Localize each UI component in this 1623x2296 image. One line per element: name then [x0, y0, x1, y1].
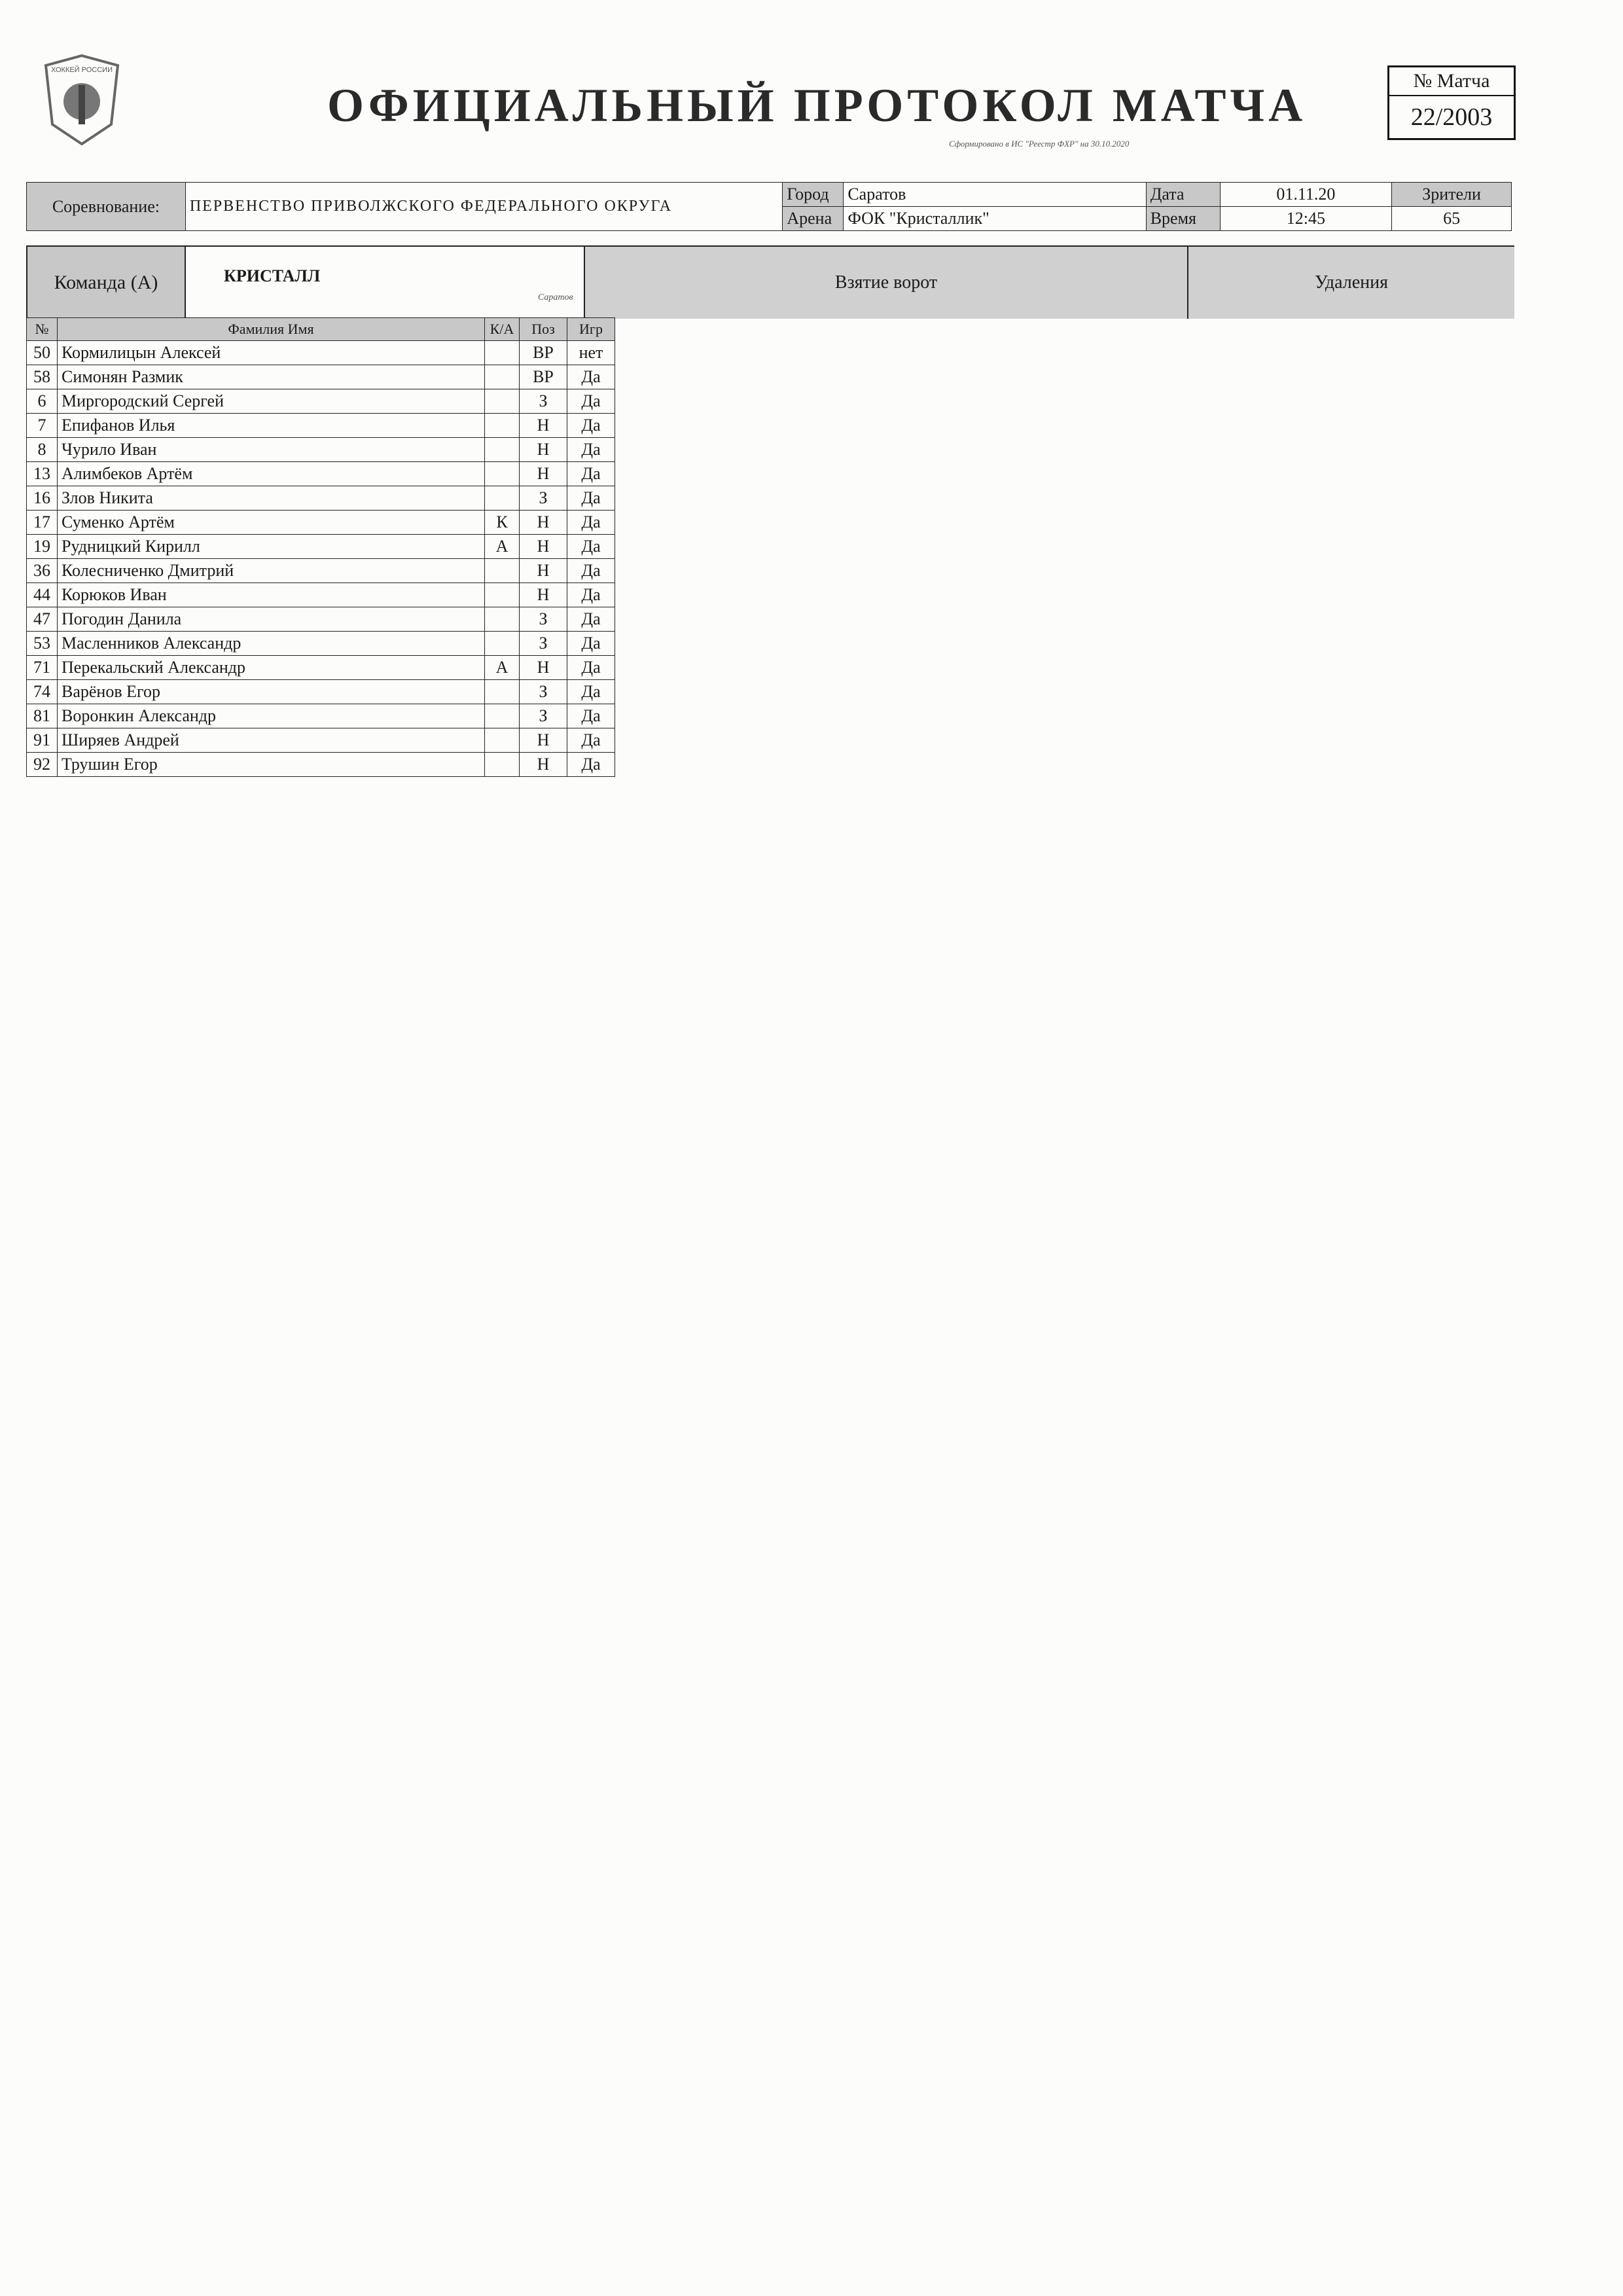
col-position: Поз [520, 318, 567, 341]
roster-row [27, 341, 615, 365]
player-position: З [520, 632, 567, 656]
player-played: Да [567, 462, 615, 486]
hockey-russia-emblem-icon [33, 46, 131, 151]
player-number: 44 [27, 583, 58, 607]
player-number: 6 [27, 389, 58, 414]
col-played: Игр [567, 318, 615, 341]
player-position: Н [520, 753, 567, 777]
spectators-value: 65 [1392, 207, 1512, 231]
col-ka: К/А [485, 318, 520, 341]
col-name: Фамилия Имя [58, 318, 485, 341]
player-role: К [485, 511, 520, 535]
player-played: Да [567, 389, 615, 414]
city-value: Саратов [844, 183, 1146, 207]
player-position: Н [520, 728, 567, 753]
player-position: З [520, 680, 567, 704]
player-played: Да [567, 486, 615, 511]
player-role [485, 728, 520, 753]
player-played: Да [567, 753, 615, 777]
player-number: 71 [27, 656, 58, 680]
player-role [485, 486, 520, 511]
player-number: 50 [27, 341, 58, 365]
roster-row [27, 511, 615, 535]
city-label: Город [783, 183, 844, 207]
player-number: 19 [27, 535, 58, 559]
player-role [485, 704, 520, 728]
player-played: Да [567, 632, 615, 656]
team-a-header [26, 245, 1514, 319]
match-number-label: № Матча [1389, 67, 1514, 96]
player-name: Симонян Размик [58, 365, 485, 389]
player-played: Да [567, 704, 615, 728]
player-role: А [485, 656, 520, 680]
player-role [485, 414, 520, 438]
player-role [485, 341, 520, 365]
player-name: Воронкин Александр [58, 704, 485, 728]
arena-label: Арена [783, 207, 844, 231]
player-played: Да [567, 680, 615, 704]
team-a-label: Команда (А) [27, 247, 186, 319]
player-name: Злов Никита [58, 486, 485, 511]
player-number: 17 [27, 511, 58, 535]
player-number: 74 [27, 680, 58, 704]
player-name: Ширяев Андрей [58, 728, 485, 753]
document-title: ОФИЦИАЛЬНЫЙ ПРОТОКОЛ МАТЧА [327, 79, 1307, 132]
player-played: Да [567, 365, 615, 389]
roster-row [27, 607, 615, 632]
roster-row [27, 753, 615, 777]
player-number: 47 [27, 607, 58, 632]
player-position: З [520, 486, 567, 511]
player-number: 53 [27, 632, 58, 656]
player-played: Да [567, 728, 615, 753]
date-value: 01.11.20 [1220, 183, 1392, 207]
player-name: Суменко Артём [58, 511, 485, 535]
player-role [485, 680, 520, 704]
player-played: Да [567, 438, 615, 462]
col-number: № [27, 318, 58, 341]
roster-row [27, 632, 615, 656]
player-position: ВР [520, 365, 567, 389]
player-position: Н [520, 462, 567, 486]
team-a-city: Саратов [538, 293, 573, 302]
player-name: Рудницкий Кирилл [58, 535, 485, 559]
player-position: Н [520, 656, 567, 680]
player-name: Епифанов Илья [58, 414, 485, 438]
player-played: Да [567, 535, 615, 559]
player-name: Миргородский Сергей [58, 389, 485, 414]
player-role [485, 607, 520, 632]
spectators-label: Зрители [1392, 183, 1512, 207]
roster-row [27, 462, 615, 486]
player-name: Кормилицын Алексей [58, 341, 485, 365]
roster-row [27, 704, 615, 728]
player-position: З [520, 607, 567, 632]
player-name: Погодин Данила [58, 607, 485, 632]
roster-row [27, 656, 615, 680]
player-number: 16 [27, 486, 58, 511]
hockey-russia-logo [33, 46, 131, 151]
player-name: Алимбеков Артём [58, 462, 485, 486]
arena-value: ФОК "Кристаллик" [844, 207, 1146, 231]
player-position: З [520, 704, 567, 728]
player-role [485, 365, 520, 389]
player-position: Н [520, 583, 567, 607]
player-role [485, 462, 520, 486]
roster-row [27, 680, 615, 704]
roster-row [27, 535, 615, 559]
player-played: Да [567, 511, 615, 535]
player-played: Да [567, 559, 615, 583]
player-number: 13 [27, 462, 58, 486]
player-name: Перекальский Александр [58, 656, 485, 680]
player-name: Масленников Александр [58, 632, 485, 656]
player-position: Н [520, 511, 567, 535]
player-played: Да [567, 414, 615, 438]
time-value: 12:45 [1220, 207, 1392, 231]
player-played: нет [567, 341, 615, 365]
player-position: Н [520, 438, 567, 462]
player-number: 7 [27, 414, 58, 438]
roster-row [27, 583, 615, 607]
roster-row [27, 559, 615, 583]
team-a-name: КРИСТАЛЛ [224, 266, 321, 285]
player-number: 81 [27, 704, 58, 728]
player-role [485, 632, 520, 656]
player-played: Да [567, 607, 615, 632]
match-info-table [26, 182, 1512, 231]
player-name: Колесниченко Дмитрий [58, 559, 485, 583]
player-number: 58 [27, 365, 58, 389]
match-number-value: 22/2003 [1410, 103, 1493, 131]
player-number: 36 [27, 559, 58, 583]
player-name: Варёнов Егор [58, 680, 485, 704]
player-played: Да [567, 583, 615, 607]
player-name: Чурило Иван [58, 438, 485, 462]
roster-row [27, 365, 615, 389]
competition-value: ПЕРВЕНСТВО ПРИВОЛЖСКОГО ФЕДЕРАЛЬНОГО ОКРУГА [185, 183, 783, 231]
player-role [485, 753, 520, 777]
player-number: 8 [27, 438, 58, 462]
player-name: Трушин Егор [58, 753, 485, 777]
team-a-penalties-header: Удаления [1187, 247, 1514, 319]
roster-row [27, 414, 615, 438]
match-number-box [1387, 65, 1516, 140]
roster-row [27, 486, 615, 511]
player-position: З [520, 389, 567, 414]
date-label: Дата [1146, 183, 1220, 207]
roster-row [27, 438, 615, 462]
player-role [485, 583, 520, 607]
player-played: Да [567, 656, 615, 680]
player-role: А [485, 535, 520, 559]
player-name: Корюков Иван [58, 583, 485, 607]
generated-note: Сформировано в ИС "Реестр ФХР" на 30.10.2020 [949, 139, 1130, 149]
player-number: 91 [27, 728, 58, 753]
team-a-goals-header: Взятие ворот [584, 247, 1187, 319]
logo-text: ХОККЕЙ РОССИИ [51, 66, 113, 74]
player-position: Н [520, 559, 567, 583]
roster-row [27, 728, 615, 753]
team-a-roster [26, 317, 615, 777]
time-label: Время [1146, 207, 1220, 231]
player-role [485, 389, 520, 414]
player-position: Н [520, 535, 567, 559]
player-position: Н [520, 414, 567, 438]
player-number: 92 [27, 753, 58, 777]
player-role [485, 559, 520, 583]
player-role [485, 438, 520, 462]
competition-label: Соревнование: [27, 183, 186, 231]
roster-row [27, 389, 615, 414]
player-position: ВР [520, 341, 567, 365]
